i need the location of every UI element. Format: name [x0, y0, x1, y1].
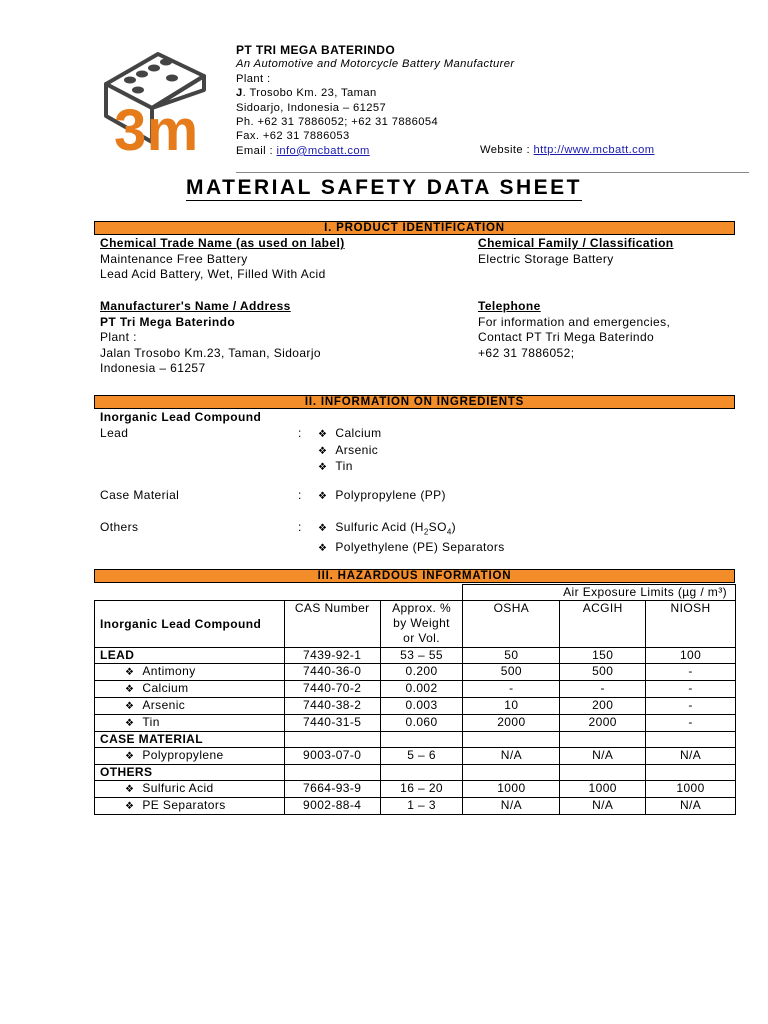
manufacturer-address1: Jalan Trosobo Km.23, Taman, Sidoarjo	[100, 345, 321, 360]
diamond-bullet-icon: ❖	[318, 491, 328, 502]
plant-label: Plant :	[236, 72, 271, 85]
section-1-header: I. PRODUCT IDENTIFICATION	[94, 221, 735, 235]
diamond-bullet-icon: ❖	[318, 429, 328, 440]
lead-colon: :	[298, 426, 302, 440]
company-header	[236, 43, 514, 158]
col-header-compound: Inorganic Lead Compound	[95, 601, 285, 648]
diamond-bullet-icon: ❖	[318, 542, 328, 554]
table-row: ❖ Calcium 7440-70-2 0.002 - - -	[95, 681, 736, 698]
col-header-niosh: NIOSH	[646, 601, 736, 648]
col-header-osha: OSHA	[463, 601, 560, 648]
table-row: ❖ Polypropylene 9003-07-0 5 – 6 N/A N/A N/A	[95, 748, 736, 765]
company-phone: Ph. +62 31 7886052; +62 31 7886054	[236, 116, 439, 129]
table-row: ❖ Antimony 7440-36-0 0.200 500 500 -	[95, 664, 736, 681]
manufacturer-label: Manufacturer's Name / Address	[100, 299, 291, 313]
lead-items	[318, 426, 382, 476]
list-item: ❖ Arsenic	[318, 442, 379, 457]
table-row: ❖ PE Separators 9002-88-4 1 – 3 N/A N/A N/A	[95, 798, 736, 815]
table-row: CASE MATERIAL	[95, 732, 736, 748]
lead-label: Lead	[100, 426, 129, 440]
hazard-table	[94, 584, 736, 815]
company-address-line2: Sidoarjo, Indonesia – 61257	[236, 101, 387, 114]
section-3-header: III. HAZARDOUS INFORMATION	[94, 569, 735, 583]
email-link[interactable]: info@mcbatt.com	[276, 144, 370, 157]
manufacturer-address2: Indonesia – 61257	[100, 361, 206, 375]
company-address-line1: J. Trosobo Km. 23, Taman	[236, 87, 377, 100]
telephone-line1: For information and emergencies,	[478, 314, 671, 329]
col-header-approx: Approx. % by Weight or Vol.	[380, 601, 463, 648]
diamond-bullet-icon: ❖	[125, 718, 135, 729]
table-row: ❖ Tin 7440-31-5 0.060 2000 2000 -	[95, 715, 736, 732]
others-colon: :	[298, 520, 302, 534]
col-header-cas: CAS Number	[284, 601, 380, 648]
table-row: OTHERS	[95, 765, 736, 781]
case-items	[318, 488, 446, 505]
telephone-label: Telephone	[478, 299, 541, 313]
table-row: LEAD 7439-92-1 53 – 55 50 150 100	[95, 648, 736, 664]
list-item: ❖ Polypropylene (PP)	[318, 488, 446, 502]
table-row: ❖ Sulfuric Acid 7664-93-9 16 – 20 1000 1000 1000	[95, 781, 736, 798]
col-header-acgih: ACGIH	[560, 601, 646, 648]
others-label: Others	[100, 520, 139, 534]
telephone-line2: Contact PT Tri Mega Baterindo	[478, 330, 655, 344]
table-header-row	[95, 601, 736, 648]
telephone-block	[478, 299, 670, 361]
chemical-family-value: Electric Storage Battery	[478, 251, 614, 266]
product-identification-right	[478, 236, 674, 267]
diamond-bullet-icon: ❖	[318, 462, 328, 473]
diamond-bullet-icon: ❖	[125, 751, 135, 762]
document-title: MATERIAL SAFETY DATA SHEET	[186, 176, 582, 199]
company-name: PT TRI MEGA BATERINDO	[236, 43, 396, 57]
trade-name-line2: Lead Acid Battery, Wet, Filled With Acid	[100, 267, 326, 281]
diamond-bullet-icon: ❖	[125, 801, 135, 812]
case-colon: :	[298, 488, 302, 502]
diamond-bullet-icon: ❖	[125, 684, 135, 695]
header-divider	[236, 172, 749, 173]
air-exposure-limits-header: Air Exposure Limits (µg / m³)	[463, 585, 736, 601]
manufacturer-name: PT Tri Mega Baterindo	[100, 314, 236, 329]
company-logo	[100, 46, 222, 158]
trade-name-line1: Maintenance Free Battery	[100, 251, 248, 266]
chemical-family-label: Chemical Family / Classification	[478, 236, 674, 250]
section-2-header: II. INFORMATION ON INGREDIENTS	[94, 395, 735, 409]
list-item: ❖ Calcium	[318, 426, 382, 440]
table-header-row	[95, 585, 736, 601]
company-fax: Fax. +62 31 7886053	[236, 130, 350, 143]
product-identification-left	[100, 236, 345, 283]
list-item: ❖ Tin	[318, 459, 353, 473]
diamond-bullet-icon: ❖	[125, 667, 135, 678]
list-item: ❖ Sulfuric Acid $(H_2SO_4)$	[318, 520, 457, 537]
diamond-bullet-icon: ❖	[318, 523, 328, 534]
case-material-label: Case Material	[100, 488, 180, 502]
telephone-line3: +62 31 7886052;	[478, 345, 575, 360]
diamond-bullet-icon: ❖	[125, 701, 135, 712]
table-row: ❖ Arsenic 7440-38-2 0.003 10 200 -	[95, 698, 736, 715]
others-items	[318, 520, 505, 556]
diamond-bullet-icon: ❖	[125, 784, 135, 795]
company-website: Website : http://www.mcbatt.com	[480, 144, 655, 156]
website-link[interactable]: http://www.mcbatt.com	[533, 144, 655, 156]
svg-text:3m: 3m	[114, 98, 199, 158]
diamond-bullet-icon: ❖	[318, 445, 328, 457]
trade-name-label: Chemical Trade Name (as used on label)	[100, 236, 345, 250]
company-tagline: An Automotive and Motorcycle Battery Manufacturer	[236, 58, 515, 71]
manufacturer-plant: Plant :	[100, 330, 137, 344]
company-email: Email : info@mcbatt.com	[236, 144, 370, 157]
ingredients-group-title: Inorganic Lead Compound	[100, 410, 262, 424]
manufacturer-block	[100, 299, 321, 377]
list-item: ❖ Polyethylene (PE) Separators	[318, 539, 505, 554]
